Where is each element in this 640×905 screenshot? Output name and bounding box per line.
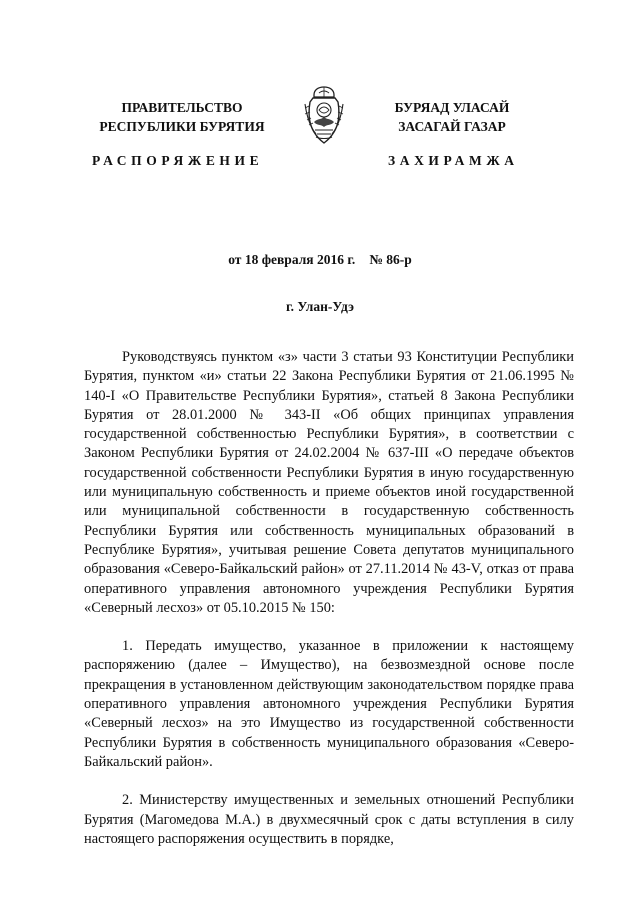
government-title-buryat: БУРЯАД УЛАСАЙ [394,100,510,115]
government-subtitle-buryat: ЗАСАГАЙ ГАЗАР [398,119,506,134]
document-body [84,348,574,868]
header-right [352,98,552,136]
document-number: № 86-р [369,252,412,267]
republic-title: РЕСПУБЛИКИ БУРЯТИЯ [99,119,265,134]
header-left [82,98,282,136]
clause-2-paragraph: 2. Министерству имущественных и земельных отношений Республики Бурятия (Магомедова М.А.) в двухмесячный срок с даты вступления в силу настоящего распоряжения осуществить в порядке, [84,792,574,847]
coat-of-arms-buryatia-icon [301,84,347,146]
government-title: ПРАВИТЕЛЬСТВО [121,100,243,115]
date-number-line [0,252,640,268]
doc-type-russian: РАСПОРЯЖЕНИЕ [92,153,264,168]
doc-type-buryat: ЗАХИРАМЖА [388,153,519,168]
document-date: от 18 февраля 2016 г. [228,252,356,267]
preamble-paragraph: Руководствуясь пунктом «з» части 3 статьи 93 Конституции Республики Бурятия, пунктом «и» статьи 22 Закона Республики Бурятия от 21.06.1995 № 140-I «О Правительстве Республики Бурятия», статьей 8 Закона Республики Бурятия от 28.01.2000 № 343-II «Об общих принципах управления государственной собственностью Республики Бурятия», в соответствии с Законом Республики Бурятия от 24.02.2004 № 637-III «О передаче объектов государственной собственности Республики Бурятия в иную государственную или муниципальную собственность и приеме объектов иной государственной или муниципальной собственности в государственную собственность Республики Бурятия или собственность муниципальных образований в Республике Бурятия», учитывая решение Совета депутатов муниципального образования «Северо-Байкальский район» от 27.11.2014 № 43-V, отказ от права оперативного управления автономного учреждения Республики Бурятия «Северный лесхоз» от 05.10.2015 № 150: [84,349,574,616]
city: г. Улан-Удэ [286,299,354,314]
clause-1-paragraph: 1. Передать имущество, указанное в приложении к настоящему распоряжению (далее – Имущество), на безвозмездной основе после прекращения в установленном действующим законодательством порядке права оперативного управления автономного учреждения Республики Бурятия «Северный лесхоз» на это Имущество из государственной собственности Республики Бурятия в собственность муниципального образования «Северо-Байкальский район». [84,638,574,770]
